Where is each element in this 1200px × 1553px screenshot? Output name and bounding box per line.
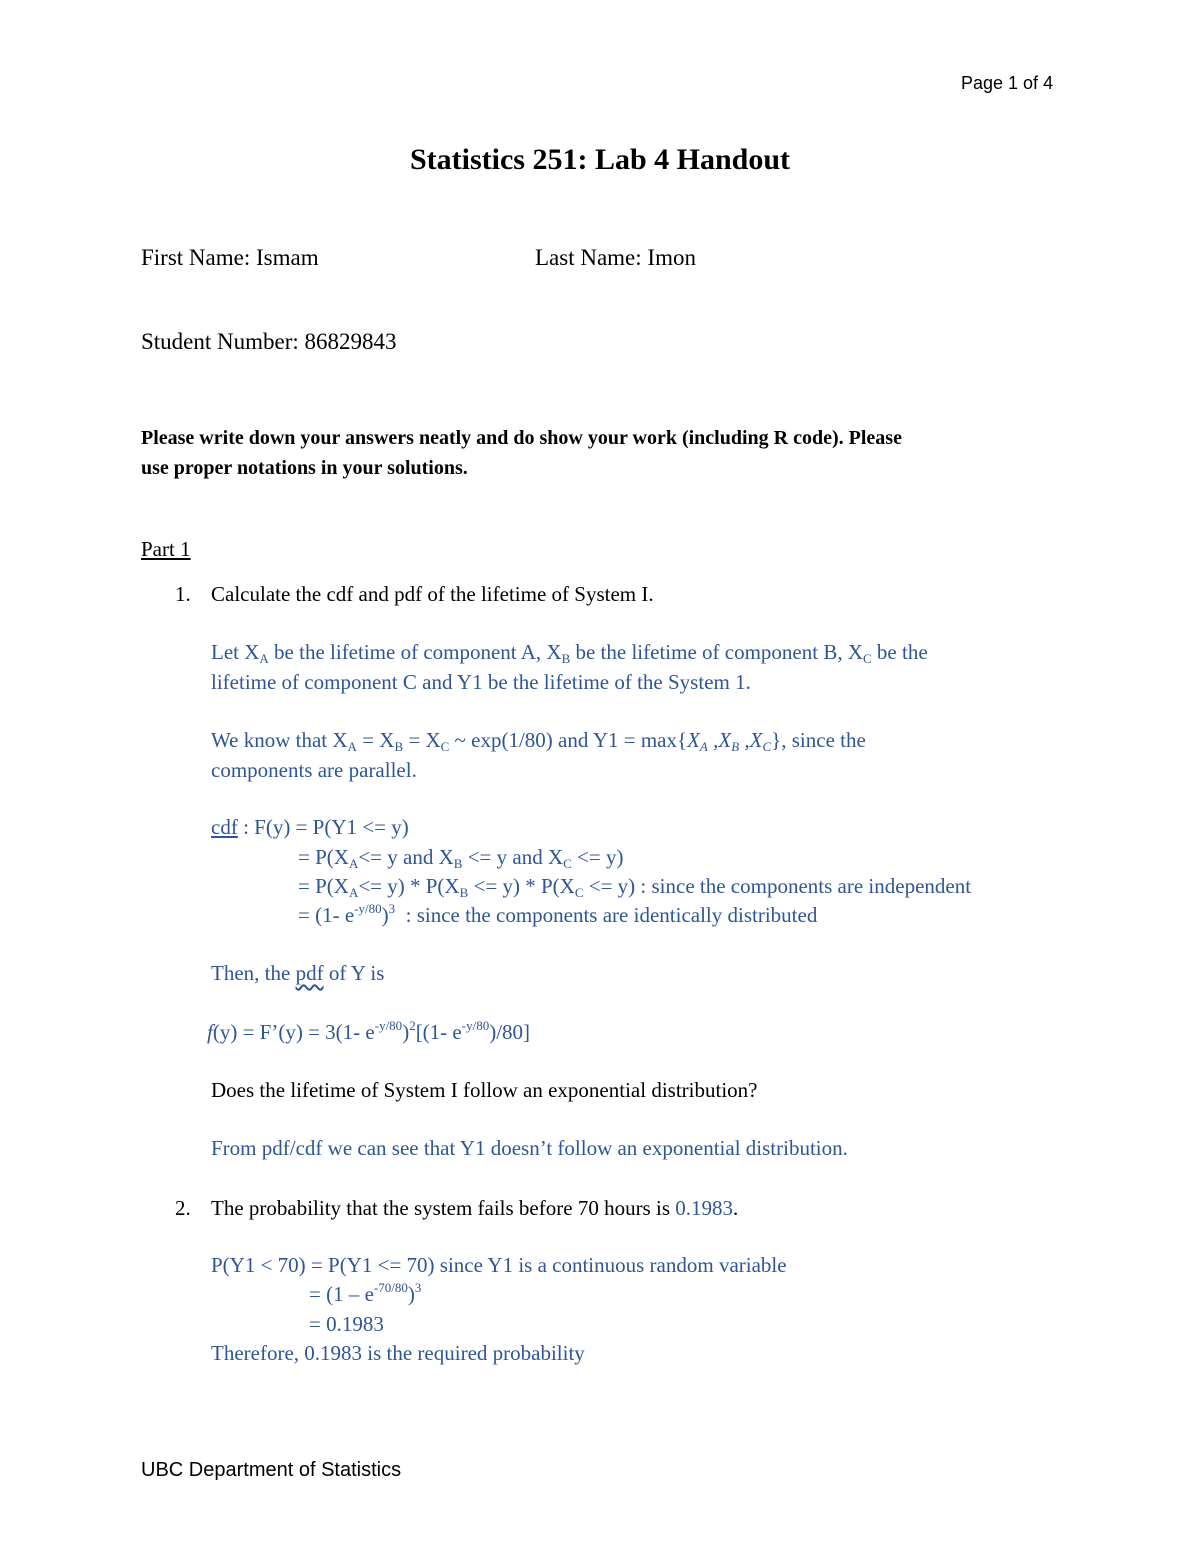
q1-answer-line-2: lifetime of component C and Y1 be the lifetime of the System 1. (211, 670, 751, 694)
q2-work-line-3: = 0.1983 (309, 1312, 384, 1336)
document-title: Statistics 251: Lab 4 Handout (409, 143, 791, 176)
cdf-line-4: = (1- $e^{-y/80})^3$ : since the components are identically distributed (298, 901, 818, 927)
q1-answer-line-4: components are parallel. (211, 758, 417, 782)
q2-work-line-2: = $(1 - e^{-70/80})^3$ (309, 1280, 422, 1306)
q1-followup-question: Does the lifetime of System I follow an exponential distribution? (211, 1078, 758, 1102)
q2-work-line-1: P(Y1 < 70) = P(Y1 <= 70) since Y1 is a continuous random variable (211, 1253, 787, 1277)
cdf-line-3: = $P(X_A<= y) * P(X_B <= y) * P(X_C <= y)$ : since the components are independent (298, 874, 972, 900)
q1-followup-answer: From pdf/cdf we can see that Y1 doesn’t follow an exponential distribution. (211, 1136, 848, 1160)
q1-answer-line-1: Let $X_A$ be the lifetime of component A, $X_B$ be the lifetime of component B, $X_C$ be the (211, 640, 928, 666)
last-name-field: Last Name: Imon (535, 245, 696, 270)
q1-answer-line-3: We know that $X_A = X_B = X_C$ ~ exp(1/80) and $Y1 = \max\{X_A$ $,X_B$ $,X_C$}, since the (211, 728, 866, 754)
pdf-formula: f(y) = F’(y) = 3(1- $e^{-y/80})^2[(1-$ $e^{-y/80})/80$] (207, 1018, 531, 1044)
q2-number: 2. (175, 1196, 191, 1220)
instructions-line-1: Please write down your answers neatly and do show your work (including R code). Please (141, 427, 902, 449)
q1-question: Calculate the cdf and pdf of the lifetime of System I. (211, 582, 654, 606)
q1-number: 1. (175, 582, 191, 606)
first-name-field: First Name: Ismam (141, 245, 319, 270)
q2-work-line-4: Therefore, 0.1983 is the required probability (211, 1341, 585, 1365)
footer-department: UBC Department of Statistics (141, 1459, 402, 1481)
q2-question: The probability that the system fails before 70 hours is 0.1983. (211, 1196, 739, 1220)
q2-answer-value: 0.1983 (675, 1196, 733, 1220)
page-indicator: Page 1 of 4 (961, 73, 1054, 93)
part-label: Part 1 (141, 537, 191, 561)
student-number-field: Student Number: 86829843 (141, 329, 397, 354)
cdf-line-1: cdf : F(y) = P(Y1 <= y) (211, 815, 409, 839)
pdf-intro: Then, the pdf of Y is (211, 961, 385, 985)
instructions-line-2: use proper notations in your solutions. (141, 457, 468, 479)
cdf-line-2: = $P(X_A<= y$ and $X_B <= y$ and $X_C <= y$) (298, 845, 624, 871)
